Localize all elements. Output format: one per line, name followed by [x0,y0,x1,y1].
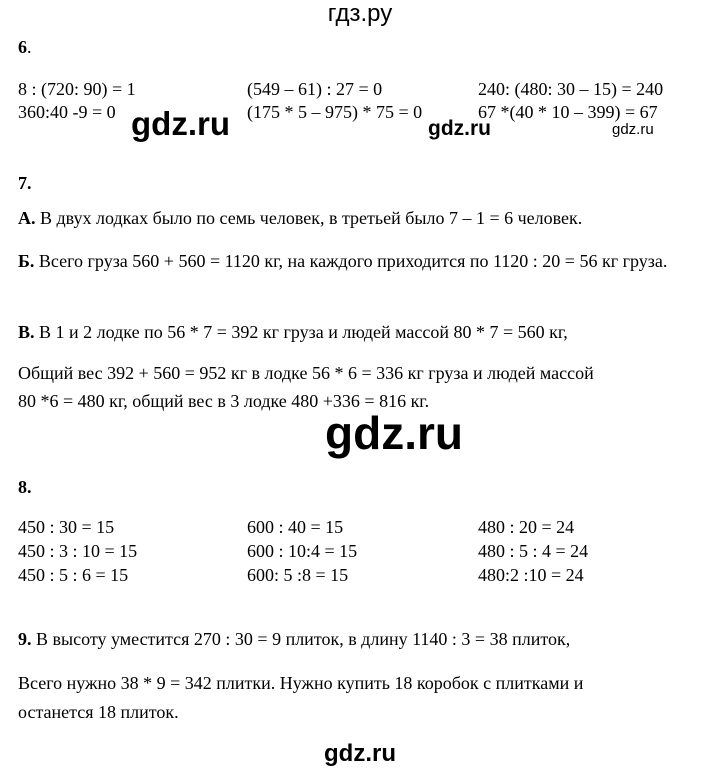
task-6-row-1-col-3: 240: (480: 30 – 15) = 240 [478,79,664,99]
task-8-col-2-row-1: 600 : 40 = 15 [247,517,344,537]
task-9-line-1 [18,625,698,654]
task-6-row-2-col-2: (175 * 5 – 975) * 75 = 0 [247,102,423,122]
task-7-b-text: Всего груза 560 + 560 = 1120 кг, на каждого приходится по 1120 : 20 = 56 кг груза. [38,251,668,271]
task-8-col-1-row-3: 450 : 5 : 6 = 15 [18,565,129,585]
site-title: гдз.ру [327,0,393,27]
watermark-gdz-large-2: gdz.ru [325,407,463,459]
task-7-v-label: В. [18,322,35,342]
task-7-v [18,318,698,347]
task-7-a-label: А. [18,208,36,228]
task-7-v-text: В 1 и 2 лодке по 56 * 7 = 392 кг груза и людей массой 80 * 7 = 560 кг, [39,322,568,342]
task-8-col-2-row-2: 600 : 10:4 = 15 [247,541,358,561]
task-7-a [18,204,698,233]
task-8-col-1-row-2: 450 : 3 : 10 = 15 [18,541,138,561]
task-6-row-2-col-1: 360:40 -9 = 0 [18,102,116,122]
watermark-gdz-small: gdz.ru [612,121,654,138]
task-8-col-3-row-2: 480 : 5 : 4 = 24 [478,541,589,561]
task-6-row-1-col-2: (549 – 61) : 27 = 0 [247,79,383,99]
task-8-col-3-row-3: 480:2 :10 = 24 [478,565,584,585]
task-6-number-dot: . [27,37,32,57]
task-8-col-3-row-1: 480 : 20 = 24 [478,517,575,537]
task-8-col-1-row-1: 450 : 30 = 15 [18,517,115,537]
task-7-b-label: Б. [18,251,35,271]
task-7-v-line-2: Общий вес 392 + 560 = 952 кг в лодке 56 * 6 = 336 кг груза и людей массой [18,363,594,383]
task-7-v-line-3: 80 *6 = 480 кг, общий вес в 3 лодке 480 +336 = 816 кг. [18,391,430,411]
task-9-number: 9. [18,629,32,649]
task-9-line-1-text: В высоту уместится 270 : 30 = 9 плиток, в длину 1140 : 3 = 38 плиток, [36,629,571,649]
task-6-number: 6. [18,37,32,57]
task-8-col-2-row-3: 600: 5 :8 = 15 [247,565,349,585]
task-8-number: 8. [18,477,32,497]
watermark-gdz-bottom: gdz.ru [324,740,396,767]
task-7-b [18,247,698,276]
task-6-row-1-col-1: 8 : (720: 90) = 1 [18,79,136,99]
task-6-row-2-col-3: 67 *(40 * 10 – 399) = 67 [478,102,658,122]
task-7-number: 7. [18,173,32,193]
task-9-line-3: останется 18 плиток. [18,702,179,722]
task-7-a-text: В двух лодках было по семь человек, в третьей было 7 – 1 = 6 человек. [40,208,583,228]
task-9-line-2: Всего нужно 38 * 9 = 342 плитки. Нужно купить 18 коробок с плитками и [18,673,584,693]
watermark-gdz-medium: gdz.ru [428,117,491,140]
watermark-gdz-large-1: gdz.ru [131,105,230,142]
